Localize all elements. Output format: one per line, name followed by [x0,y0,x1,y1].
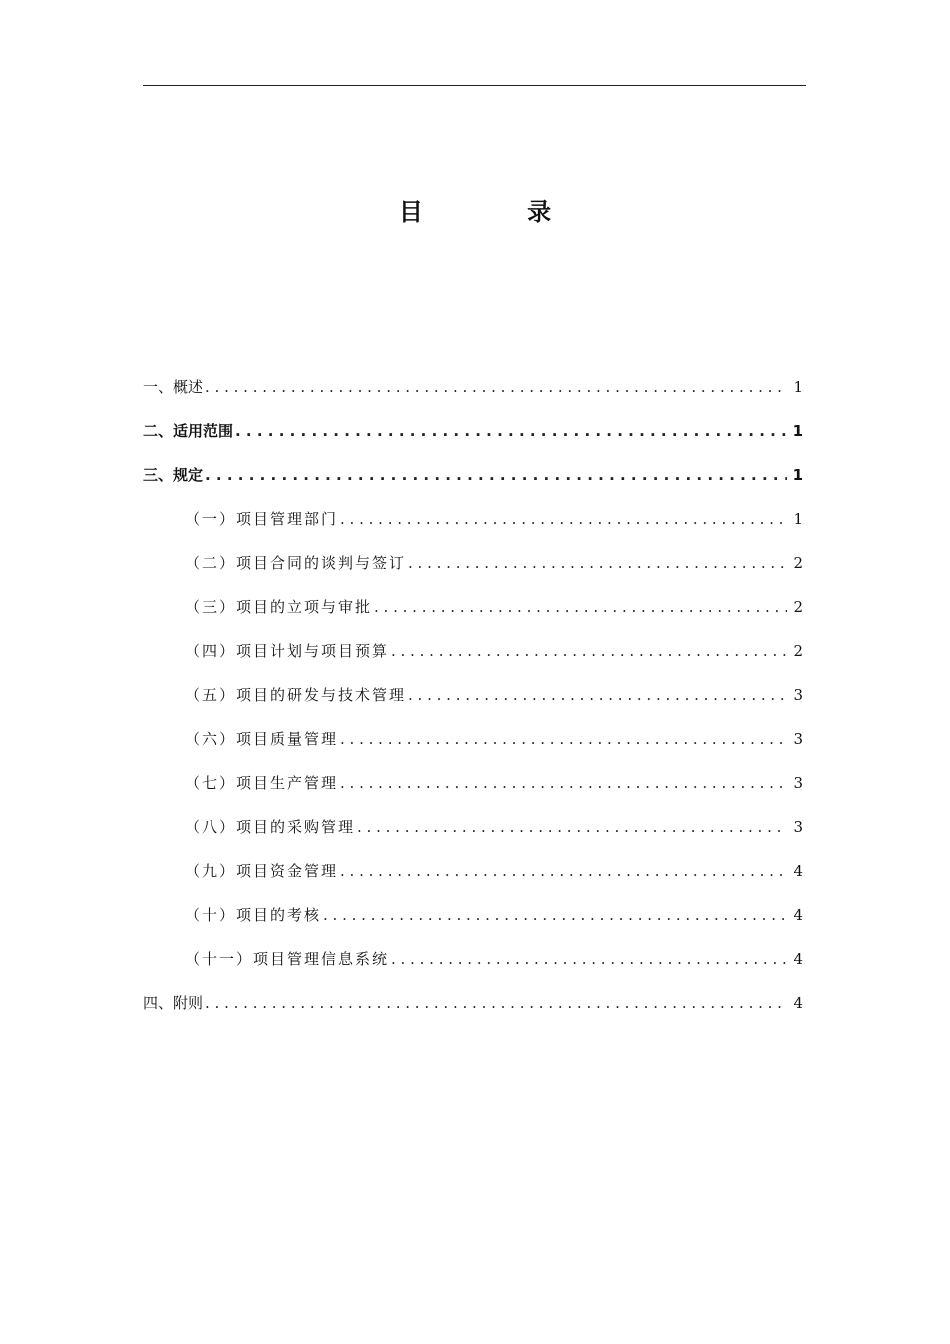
toc-page-number: 1 [793,510,803,528]
toc-entry-label: 二、适用范围 [143,422,234,440]
dot-leader [340,504,787,534]
toc-page-number: 4 [793,906,803,924]
toc-entry-information-system[interactable] [143,944,803,988]
toc-page-number: 3 [793,818,803,836]
toc-entry-label: （四）项目计划与项目预算 [185,642,390,660]
toc-entry-label: （五）项目的研发与技术管理 [185,686,407,704]
toc-entry-label: （三）项目的立项与审批 [185,598,373,616]
toc-page-number: 1 [793,378,803,396]
dot-leader [374,592,787,622]
toc-entry-funds-management[interactable] [143,856,803,900]
toc-entry-assessment[interactable] [143,900,803,944]
dot-leader [408,548,787,578]
toc-entry-supplementary[interactable] [143,988,803,1032]
toc-page-number: 1 [792,466,803,484]
header-rule [143,85,806,86]
toc-entry-label: 一、概述 [143,378,204,396]
toc-entry-label: （十）项目的考核 [185,906,322,924]
toc-page-number: 4 [793,862,803,880]
toc-entry-label: （七）项目生产管理 [185,774,339,792]
toc-page-number: 2 [793,554,803,572]
toc-entry-regulations[interactable] [143,460,803,504]
toc-entry-quality-management[interactable] [143,724,803,768]
toc-entry-procurement-management[interactable] [143,812,803,856]
toc-entry-plan-budget[interactable] [143,636,803,680]
dot-leader [357,812,787,842]
toc-entry-production-management[interactable] [143,768,803,812]
toc-entry-rd-technology[interactable] [143,680,803,724]
toc-page-number: 3 [793,774,803,792]
dot-leader [323,900,787,930]
toc-entry-label: 三、规定 [143,466,204,484]
dot-leader [205,460,787,490]
toc-entry-scope[interactable] [143,416,803,460]
toc-entry-label: （八）项目的采购管理 [185,818,356,836]
toc-page-number: 1 [792,422,803,440]
toc-entry-label: （九）项目资金管理 [185,862,339,880]
toc-entry-label: （一）项目管理部门 [185,510,339,528]
dot-leader [340,724,787,754]
dot-leader [205,988,787,1018]
toc-entry-label: （十一）项目管理信息系统 [185,950,390,968]
dot-leader [340,856,787,886]
toc-entry-label: （六）项目质量管理 [185,730,339,748]
toc-entry-label: 四、附则 [143,994,204,1012]
dot-leader [391,944,787,974]
toc-entry-project-approval[interactable] [143,592,803,636]
toc-entry-label: （二）项目合同的谈判与签订 [185,554,407,572]
toc-entry-contract-negotiation[interactable] [143,548,803,592]
toc-entry-management-department[interactable] [143,504,803,548]
dot-leader [235,416,787,446]
dot-leader [408,680,787,710]
toc-page-number: 3 [793,686,803,704]
page-title: 目 录 [398,198,600,226]
dot-leader [391,636,787,666]
toc-page-number: 4 [793,994,803,1012]
toc-page-number: 3 [793,730,803,748]
toc-page-number: 2 [793,598,803,616]
dot-leader [205,372,787,402]
toc-page-number: 2 [793,642,803,660]
toc-page-number: 4 [793,950,803,968]
dot-leader [340,768,787,798]
table-of-contents [143,372,803,1032]
toc-entry-overview[interactable] [143,372,803,416]
